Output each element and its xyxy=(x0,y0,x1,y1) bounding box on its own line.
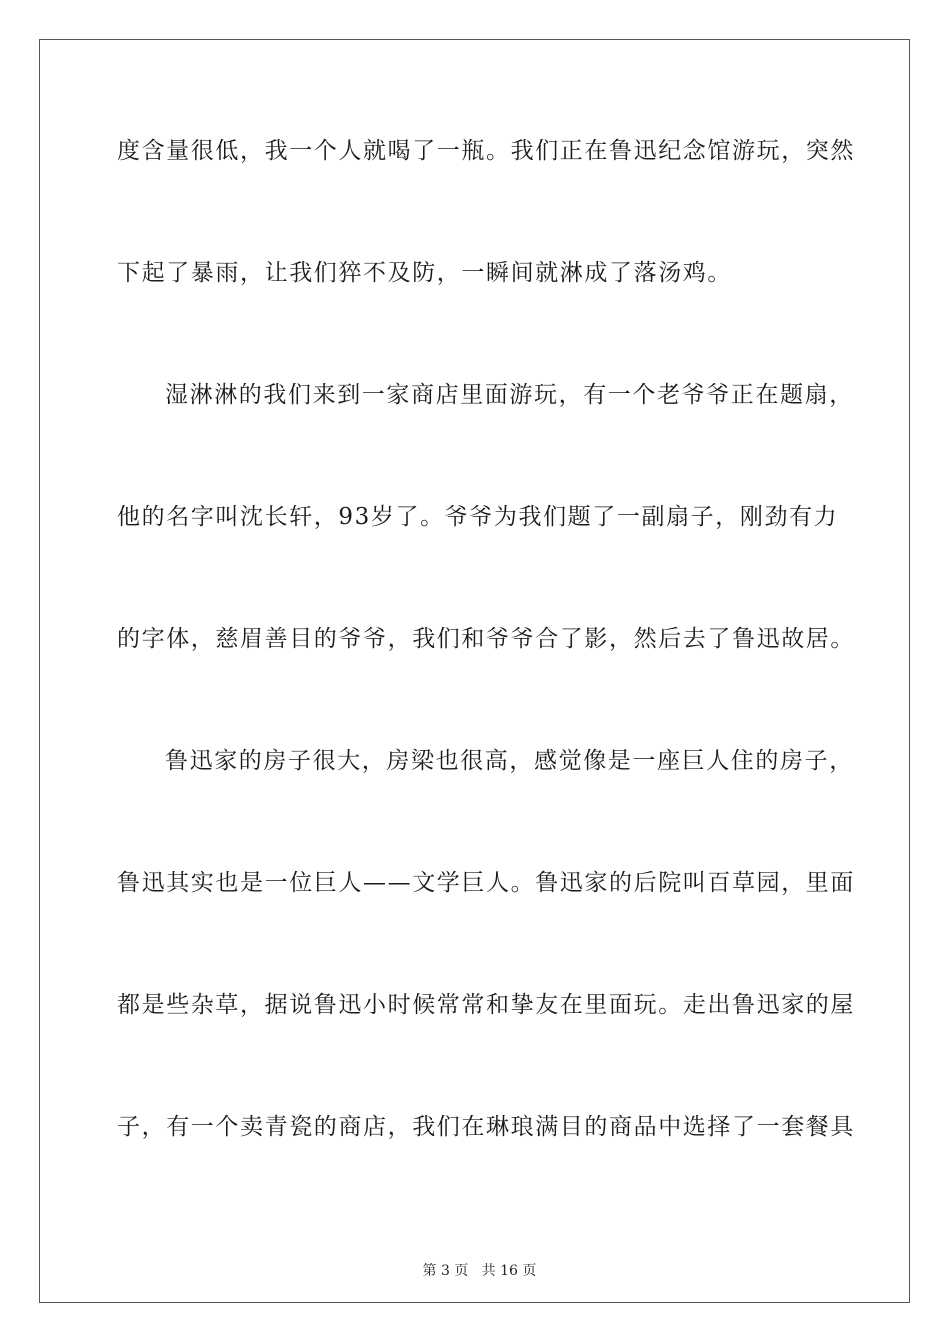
text-line: 都是些杂草，据说鲁迅小时候常常和挚友在里面玩。走出鲁迅家的屋 xyxy=(117,992,855,1018)
paragraph-start-line: 鲁迅家的房子很大，房梁也很高，感觉像是一座巨人住的房子， xyxy=(165,748,854,774)
text-line: 他的名字叫沈长轩，93岁了。爷爷为我们题了一副扇子，刚劲有力 xyxy=(117,504,839,530)
page-footer xyxy=(0,1244,950,1280)
text-line: 度含量很低，我一个人就喝了一瓶。我们正在鲁迅纪念馆游玩，突然 xyxy=(117,138,855,164)
page-number-label: 第 3 页 共 16 页 xyxy=(422,1263,537,1279)
text-line: 下起了暴雨，让我们猝不及防，一瞬间就淋成了落汤鸡。 xyxy=(117,260,732,286)
text-line: 子，有一个卖青瓷的商店，我们在琳琅满目的商品中选择了一套餐具 xyxy=(117,1114,855,1140)
text-line: 鲁迅其实也是一位巨人——文学巨人。鲁迅家的后院叫百草园，里面 xyxy=(117,870,855,896)
document-body xyxy=(117,126,855,1224)
paragraph-start-line: 湿淋淋的我们来到一家商店里面游玩，有一个老爷爷正在题扇， xyxy=(165,382,854,408)
text-line: 的字体，慈眉善目的爷爷，我们和爷爷合了影，然后去了鲁迅故居。 xyxy=(117,626,855,652)
